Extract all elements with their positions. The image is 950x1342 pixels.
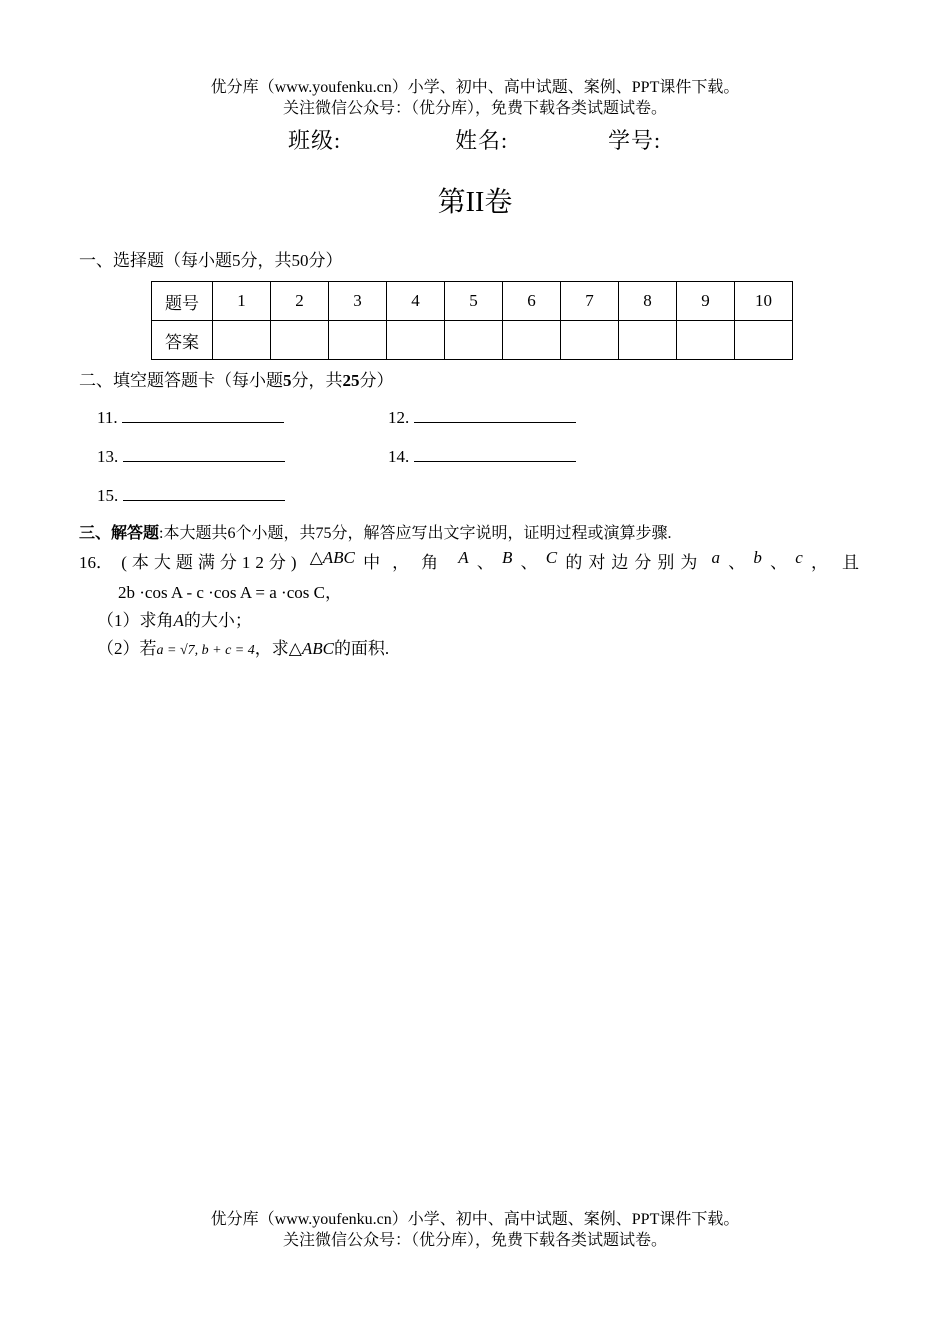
answer-header: 答案 [152, 321, 213, 360]
q16-var-b: b [753, 548, 762, 567]
header-ad-line-2: 关注微信公众号：（优分库），免费下载各类试题试卷。 [282, 100, 667, 117]
header-ad-line-1: 优分库（www.youfenku.cn）小学、初中、高中试题、案例、PPT课件下载。 [210, 79, 740, 96]
q16-text-b: 的对边分别为 [565, 553, 704, 572]
question-number-cell: 4 [387, 282, 445, 321]
q16-text-c: ，且 [811, 553, 873, 572]
footer-ad-line-1: 优分库（www.youfenku.cn）小学、初中、高中试题、案例、PPT课件下载。 [210, 1211, 740, 1228]
q16-sep: 、 [728, 553, 746, 572]
blank-15[interactable]: 15. [97, 484, 285, 506]
q16-part2: （2）若a = √7, b + c = 4，求△ABC的面积. [97, 639, 390, 658]
answer-table-answer-row [152, 321, 793, 360]
q16-var-a: a [711, 548, 721, 567]
blank-13[interactable]: 13. [97, 445, 285, 467]
answer-cell[interactable] [619, 321, 677, 360]
q16-sep: 、 [520, 553, 538, 572]
answer-cell[interactable] [271, 321, 329, 360]
class-label: 班级: [288, 128, 342, 153]
q16-text-a: 中，角 [363, 553, 451, 572]
answer-cell[interactable] [329, 321, 387, 360]
question-16 [79, 548, 873, 573]
footer-ad-line-2: 关注微信公众号：（优分库），免费下载各类试题试卷。 [282, 1232, 667, 1249]
q16-formula: 2b ·cos A - c ·cos A = a ·cos C， [118, 583, 342, 602]
question-number-cell: 2 [271, 282, 329, 321]
blank-14[interactable]: 14. [388, 445, 576, 467]
answer-cell[interactable] [561, 321, 619, 360]
question-number-cell: 9 [677, 282, 735, 321]
answer-cell[interactable] [387, 321, 445, 360]
q16-var-c: c [795, 548, 803, 567]
q16-number: 16． [79, 553, 113, 572]
answer-cell[interactable] [735, 321, 793, 360]
answer-table [151, 281, 793, 360]
answer-cell[interactable] [213, 321, 271, 360]
question-number-cell: 1 [213, 282, 271, 321]
q16-intro: (本大题满分12分) [121, 553, 302, 572]
question-number-cell: 3 [329, 282, 387, 321]
section2-heading: 二、填空题答题卡（每小题5分，共25分） [79, 371, 394, 390]
name-label: 姓名: [455, 128, 509, 153]
blank-12[interactable]: 12. [388, 406, 576, 428]
answer-cell[interactable] [445, 321, 503, 360]
answer-table-number-row [152, 282, 793, 321]
page-title: 第II卷 [437, 187, 513, 218]
q16-sep: 、 [476, 553, 494, 572]
question-number-cell: 6 [503, 282, 561, 321]
q16-var-B: B [502, 548, 513, 567]
q16-sep: 、 [770, 553, 788, 572]
question-number-cell: 10 [735, 282, 793, 321]
question-number-header: 题号 [152, 282, 213, 321]
section3-heading: 三、解答题:本大题共6个小题，共75分，解答应写出文字说明，证明过程或演算步骤. [79, 523, 672, 542]
student-id-label: 学号: [608, 128, 662, 153]
q16-var-A: A [458, 548, 469, 567]
answer-cell[interactable] [677, 321, 735, 360]
blank-11[interactable]: 11. [97, 406, 284, 428]
q16-var-C: C [545, 548, 558, 567]
q16-triangle: △ABC [309, 548, 355, 567]
answer-cell[interactable] [503, 321, 561, 360]
question-number-cell: 5 [445, 282, 503, 321]
question-number-cell: 7 [561, 282, 619, 321]
q16-part1: （1）求角A的大小； [97, 611, 252, 630]
section1-heading: 一、选择题（每小题5分，共50分） [79, 251, 343, 270]
question-number-cell: 8 [619, 282, 677, 321]
